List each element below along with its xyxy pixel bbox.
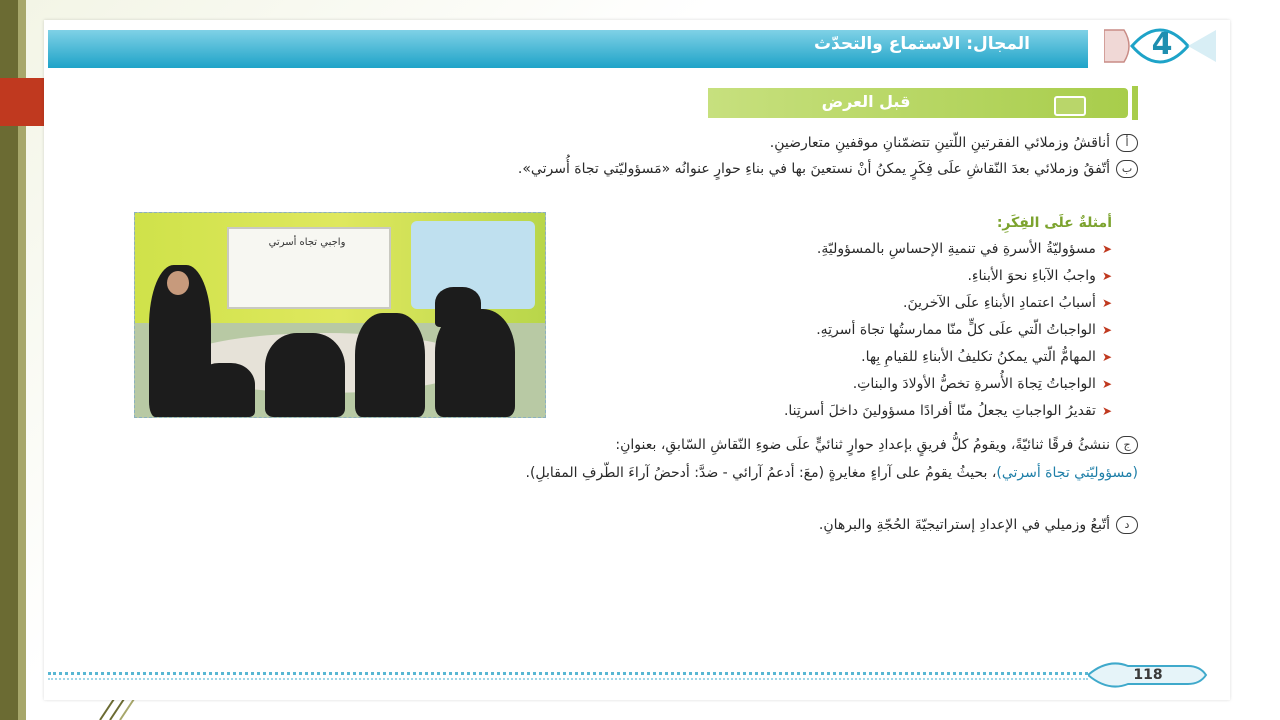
example-item: ➤الواجباتُ تِجاهَ الأُسرةِ تخصُّ الأولادَ والبناتِ.	[852, 376, 1112, 392]
photo-student	[355, 313, 425, 417]
photo-board-text: واجبي تجاه أسرتي	[268, 237, 346, 248]
footer-divider	[48, 672, 1088, 675]
photo-student	[265, 333, 345, 417]
page-number: 118	[1133, 667, 1163, 683]
photo-student	[195, 363, 255, 417]
bullet-icon: ➤	[1101, 269, 1112, 283]
photo-student	[435, 287, 481, 327]
bullet-icon: ➤	[1101, 377, 1112, 391]
screen-icon	[1054, 96, 1086, 116]
example-item: ➤واجبُ الآباءِ نحوَ الأبناءِ.	[967, 268, 1112, 284]
example-item: ➤تقديرُ الواجباتِ يجعلُ منّا أفرادًا مسؤولينَ داخلَ أسرتِنا.	[783, 403, 1112, 419]
item-b-marker: ب	[1116, 160, 1138, 178]
examples-title: أمثلةٌ علَى الفِكَرِ:	[996, 215, 1112, 231]
slide-red-tab	[0, 78, 46, 126]
item-c-text: ننشئُ فرقًا ثنائيّةً، ويقومُ كلُّ فريقٍ بإعدادِ حوارٍ ثنائيٍّ علَى ضوءِ النّقاشِ السّابقِ، بعنوانِ:	[615, 437, 1110, 453]
example-item: ➤الواجباتُ الّتي علَى كلٍّ منّا ممارستُها تجاهَ أسرتِهِ.	[816, 322, 1112, 338]
classroom-photo	[134, 212, 546, 418]
example-item: ➤أسبابُ اعتمادِ الأبناءِ علَى الآخرينَ.	[903, 295, 1112, 311]
item-d-text: أتّبعُ وزميلي في الإعدادِ إستراتيجيّةَ الحُجّةِ والبرهانِ.	[818, 517, 1110, 533]
example-item: ➤مسؤوليّةُ الأسرةِ في تنميةِ الإحساسِ بالمسؤوليّةِ.	[816, 241, 1112, 257]
textbook-page	[44, 20, 1230, 700]
section-title: قبل العرض	[821, 92, 911, 111]
bullet-icon: ➤	[1101, 242, 1112, 256]
item-a-marker: أ	[1116, 134, 1138, 152]
item-d	[378, 514, 1138, 536]
item-a	[378, 132, 1138, 154]
bullet-icon: ➤	[1101, 350, 1112, 364]
section-label-cap	[1132, 86, 1138, 120]
example-item: ➤المهامُّ الّتي يمكنُ تكليفُ الأبناءِ للقيامِ بِها.	[861, 349, 1112, 365]
item-d-marker: د	[1116, 516, 1138, 534]
footer-divider	[48, 678, 1088, 680]
item-b	[188, 158, 1138, 180]
item-c-marker: ج	[1116, 436, 1138, 454]
unit-number: 4	[1151, 27, 1173, 62]
photo-teacher-face	[167, 271, 189, 295]
item-a-text: أناقشُ وزملائي الفقرتينِ اللّتينِ تتضمّنانِ موقفينِ متعارضينِ.	[769, 135, 1110, 151]
bullet-icon: ➤	[1101, 323, 1112, 337]
item-c-text2: ، بحيثُ يقومُ على آراءٍ مغايرةٍ (معَ: أدعمُ آرائي - ضدَّ: أدحضُ آراءَ الطّرفِ المقابلِ).	[525, 465, 997, 481]
item-c-title: (مسؤوليّتي تجاهَ أسرتي)	[996, 465, 1138, 481]
bullet-icon: ➤	[1101, 296, 1112, 310]
header-title: المجال: الاستماع والتحدّث	[813, 34, 1030, 54]
item-b-text: أتّفقُ وزملائي بعدَ النّقاشِ علَى فِكَرٍ يمكنُ أنْ نستعينَ بها في بناءِ حوارٍ عنوانُه «مَسؤوليّتي تجاهَ أُسرتي».	[517, 161, 1110, 177]
item-c	[278, 434, 1138, 456]
bullet-icon: ➤	[1101, 404, 1112, 418]
item-c-continued	[278, 462, 1138, 484]
